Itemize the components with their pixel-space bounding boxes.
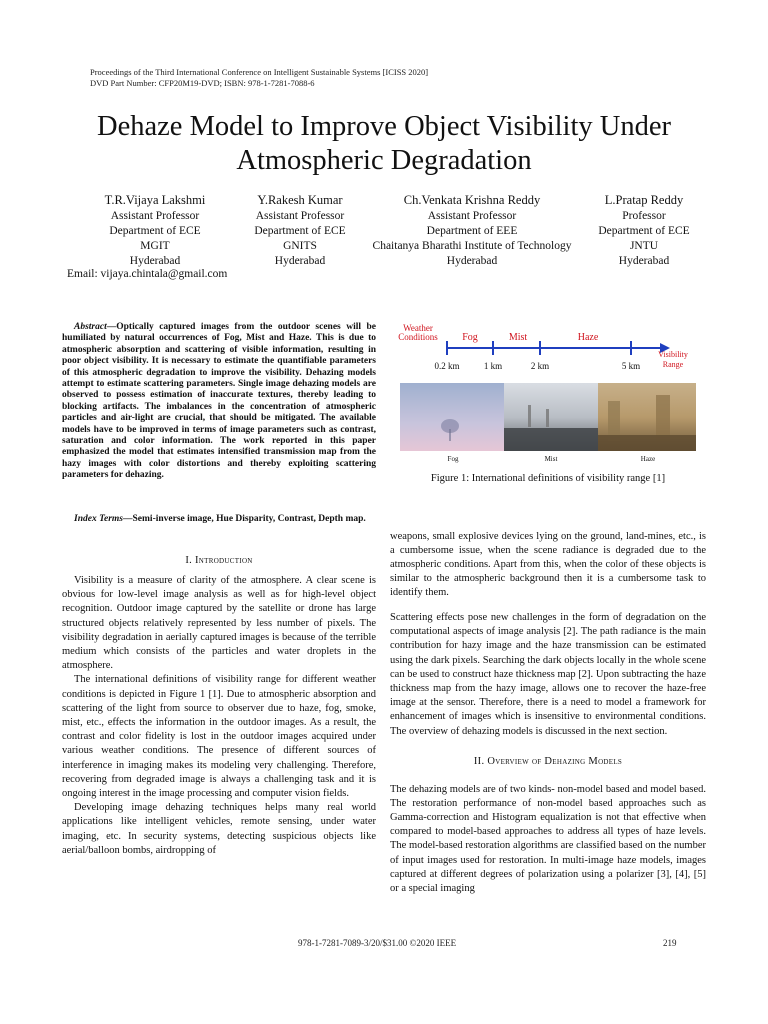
author-name: L.Pratap Reddy	[604, 193, 684, 207]
mist-trees	[504, 428, 598, 451]
paragraph: Developing image dehazing techniques helps many real world applications like intelligent vehicles, remote sensing, under water imaging, etc. In security systems, detecting suspicious objects like aerial/balloon bombs, airdropping of	[62, 802, 376, 856]
author-role: Assistant Professor	[427, 210, 517, 222]
page-number: 219	[663, 938, 677, 948]
author-role: Professor	[622, 210, 666, 222]
author-city: Hyderabad	[446, 255, 498, 267]
author-role: Assistant Professor	[110, 210, 200, 222]
index-terms-label: Index Terms	[74, 514, 124, 524]
abstract-label: Abstract	[74, 322, 107, 332]
author-dept: Department of ECE	[109, 225, 201, 237]
range-label: 0.2 km	[434, 361, 460, 371]
author-block-3	[356, 193, 588, 269]
section-2-body	[390, 772, 706, 907]
author-inst: Chaitanya Bharathi Institute of Technology	[372, 240, 572, 252]
author-name: Ch.Venkata Krishna Reddy	[403, 193, 541, 207]
photo-label-fog: Fog	[447, 455, 459, 463]
range-label: 2 km	[530, 361, 550, 371]
condition-label-mist: Mist	[508, 332, 528, 343]
author-dept: Department of EEE	[426, 225, 518, 237]
author-role: Assistant Professor	[255, 210, 345, 222]
range-label: 1 km	[483, 361, 503, 371]
index-terms	[62, 514, 376, 525]
title-line-1: Dehaze Model to Improve Object Visibility Under	[97, 111, 671, 142]
range-label: 5 km	[621, 361, 641, 371]
mist-chimney	[546, 409, 549, 427]
author-name: Y.Rakesh Kumar	[257, 193, 343, 207]
paragraph: Visibility is a measure of clarity of the atmosphere. A clear scene is obvious for low-level image analysis as well as for high-level object recognition. Outdoor image captured by the satellite or drone has large structured objects relatively represented by less number of pixels. The visibility degradation in aerially captured images is because of the terrible medium which consists of the particles and water droplets in the atmosphere.	[62, 575, 376, 672]
author-name: T.R.Vijaya Lakshmi	[104, 193, 206, 207]
photo-label-mist: Mist	[544, 455, 558, 463]
title-line-2: Atmospheric Degradation	[236, 145, 532, 176]
author-block-4	[584, 193, 704, 269]
weather-label-1: Weather	[403, 323, 433, 333]
fog-photo	[400, 383, 504, 451]
figure-1-graphic	[398, 323, 698, 469]
weather-label-2: Conditions	[398, 332, 438, 342]
author-dept: Department of ECE	[254, 225, 346, 237]
visibility-label-2: Range	[662, 360, 684, 369]
author-email: Email: vijaya.chintala@gmail.com	[67, 268, 228, 280]
paragraph: The international definitions of visibility range for different weather conditions is depicted in Figure 1 [1]. Due to atmospheric absorption and scattering of the light from source to observer due to haze, fog, smoke, mist, etc., effects the information in the outdoor images. As a result, the contrast and color fidelity is lost in the outdoor images acquired under various weather conditions. The presence of different sources of interference in imaging makes its modeling very challenging. Therefore, recovering from degraded image is always a challenging task and it is ongoing interest in the image processing and computer vision fields.	[62, 674, 376, 800]
paragraph: The dehazing models are of two kinds- non-model based and model based. The restoration performance of non-model based approaches such as Gamma-correction and Histogram equalization is not that effective when compared to model-based approaches to address all types of haze levels. The model-based restoration algorithms are classified based on the number of input images used for restoration. In multi-image haze models, images captured at different degrees of polarization using a polarizer [3], [4], [5] or a special imaging	[390, 783, 706, 894]
proceedings-line: Proceedings of the Third International Conference on Intelligent Sustainable Systems [ICISS 2020]	[90, 67, 429, 77]
figure-1	[398, 323, 698, 469]
right-column-body	[390, 519, 706, 749]
section-title: Introduction	[195, 555, 253, 566]
visibility-label-1: Visibility	[658, 350, 688, 359]
photo-label-haze: Haze	[640, 455, 656, 463]
section-number: II.	[473, 756, 485, 767]
author-dept: Department of ECE	[598, 225, 690, 237]
footer-copyright: 978-1-7281-7089-3/20/$31.00 ©2020 IEEE	[298, 938, 457, 948]
author-inst: MGIT	[140, 240, 170, 252]
haze-ground	[598, 435, 696, 451]
author-city: Hyderabad	[618, 255, 670, 267]
author-block-2	[232, 193, 368, 269]
fog-tree-trunk	[449, 429, 451, 441]
condition-label-haze: Haze	[577, 332, 599, 343]
index-terms-text: —Semi-inverse image, Hue Disparity, Contrast, Depth map.	[123, 514, 366, 524]
author-inst: JNTU	[629, 240, 659, 252]
mist-chimney	[528, 405, 531, 427]
paper-title	[40, 110, 728, 178]
dvd-line: DVD Part Number: CFP20M19-DVD; ISBN: 978-1-7281-7088-6	[90, 78, 315, 88]
author-block-1	[80, 193, 230, 269]
abstract-text: —Optically captured images from the outdoor scenes will be humiliated by natural occurrences of Fog, Mist and Haze. This is due to atmospheric absorption and scattering of visible information, resulting in poor object visibility. It is necessary to estimate the quantifiable parameters of this atmospheric degradation to improve the visibility. Dehazing models attempt to estimate scattering parameters. Single image dehazing models are observed to possess estimation of inaccurate textures, thereby leading to blocking artifacts. The imbalances in the concentration of atmospheric particles and air-light are crucial, that should be mitigated. The available models have to be improved in terms of image parameters such as contrast, saturation and color information. The work reported in this paper emphasized the model that estimates intensified transmission map from the hazy images with color distortions and thereby exploiting scattering parameters for dehazing.	[62, 322, 376, 481]
section-title: Overview of Dehazing Models	[487, 756, 623, 767]
author-city: Hyderabad	[129, 255, 181, 267]
paragraph: Scattering effects pose new challenges in the form of degradation on the computational aspects of image analysis [2]. The path radiance is the main contribution for hazy image and the haze transmission can be estimated using the dark pixels. Searching the dark objects locally in the whole scene can be used to construct haze thickness map [2]. Upon subtracting the haze thickness map from the hazy image, allows one to recover the haze-free image at the sensor. Therefore, there is a need to model a framework for enhancement of images which is insensitive to environmental conditions. The overview of dehazing models is discussed in the next section.	[390, 612, 706, 737]
abstract	[62, 322, 376, 482]
section-number: I.	[185, 555, 193, 566]
section-heading-2	[390, 756, 706, 767]
author-city: Hyderabad	[274, 255, 326, 267]
author-inst: GNITS	[283, 240, 317, 252]
condition-label-fog: Fog	[462, 332, 478, 343]
section-heading-1	[62, 555, 376, 566]
haze-building	[656, 395, 670, 441]
paragraph: weapons, small explosive devices lying on the ground, land-mines, etc., is a cumbersome issue, when the scene radiance is degraded due to the atmospheric conditions. Apart from this, when the color of these objects is similar to the atmospheric background then it is a cumbersome task to identify them.	[390, 530, 706, 599]
left-column-body	[62, 574, 376, 858]
proceedings-header	[90, 67, 428, 89]
figure-1-caption: Figure 1: International definitions of visibility range [1]	[430, 473, 666, 484]
